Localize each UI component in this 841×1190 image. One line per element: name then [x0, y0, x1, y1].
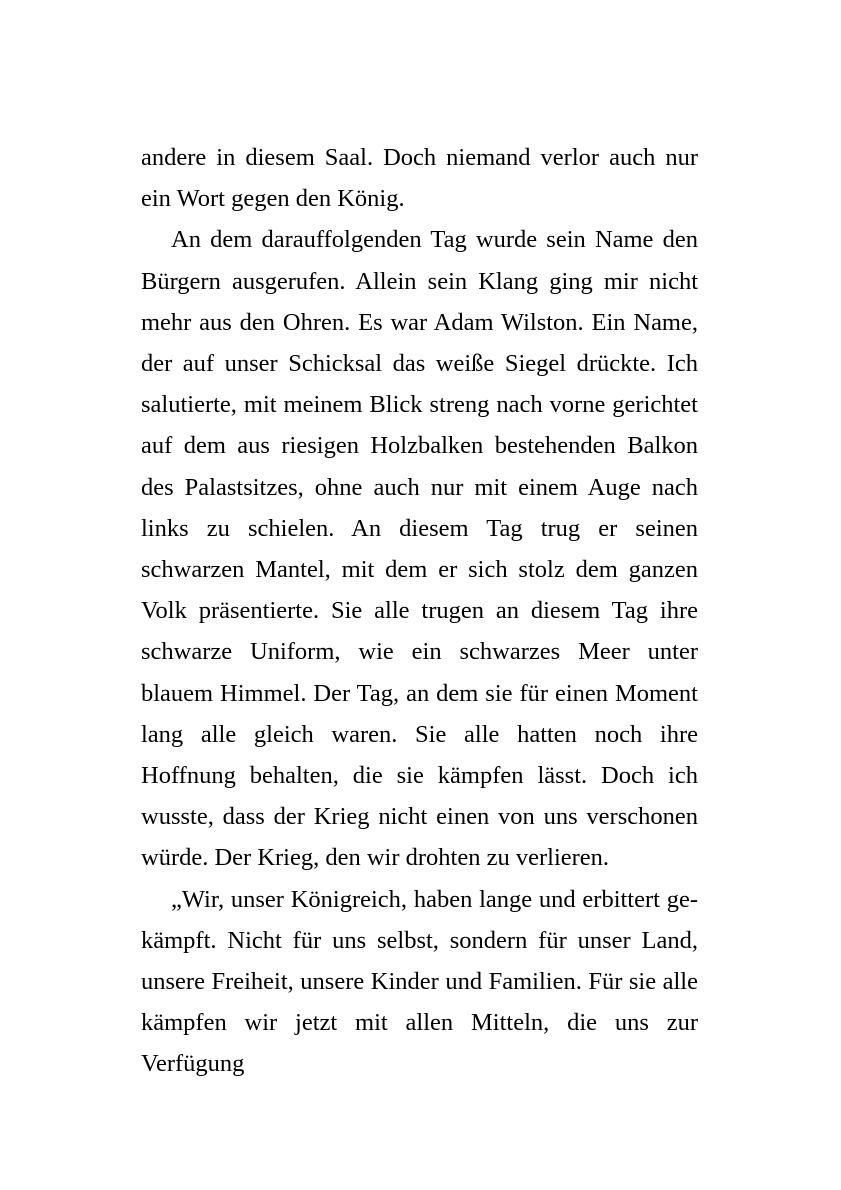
paragraph-1: andere in diesem Saal. Doch niemand verlor auch nur ein Wort gegen den König.: [141, 144, 698, 213]
paragraph-2: An dem darauffolgenden Tag wurde sein Name den Bürgern ausgerufen. Allein sein Klang ging mir nicht mehr aus den Ohren. Es war Adam Wilston. Ein Name, der auf unser Schicksal das weiße Siegel drückte. Ich salutierte, mit meinem Blick streng nach vorne gerichtet auf dem aus riesigen Holzbalken bestehenden Balkon des Palastsitzes, ohne auch nur mit einem Auge nach links zu schielen. An diesem Tag trug er seinen schwarzen Mantel, mit dem er sich stolz dem ganzen Volk präsentierte. Sie alle trugen an diesem Tag ihre schwarze Uniform, wie ein schwarzes Meer unter blauem Himmel. Der Tag, an dem sie für einen Moment lang alle gleich waren. Sie alle hatten noch ihre Hoffnung behalten, die sie kämpfen lässt. Doch ich wusste, dass der Krieg nicht einen von uns verschonen würde. Der Krieg, den wir drohten zu verlieren.: [141, 226, 698, 872]
body-text: [141, 137, 698, 1085]
paragraph-3: „Wir, unser Königreich, haben lange und erbittert ge-kämpft. Nicht für uns selbst, sondern für unser Land, unsere Freiheit, unsere Kinder und Familien. Für sie alle kämpfen wir jetzt mit allen Mitteln, die uns zur Verfügung: [141, 885, 698, 1078]
